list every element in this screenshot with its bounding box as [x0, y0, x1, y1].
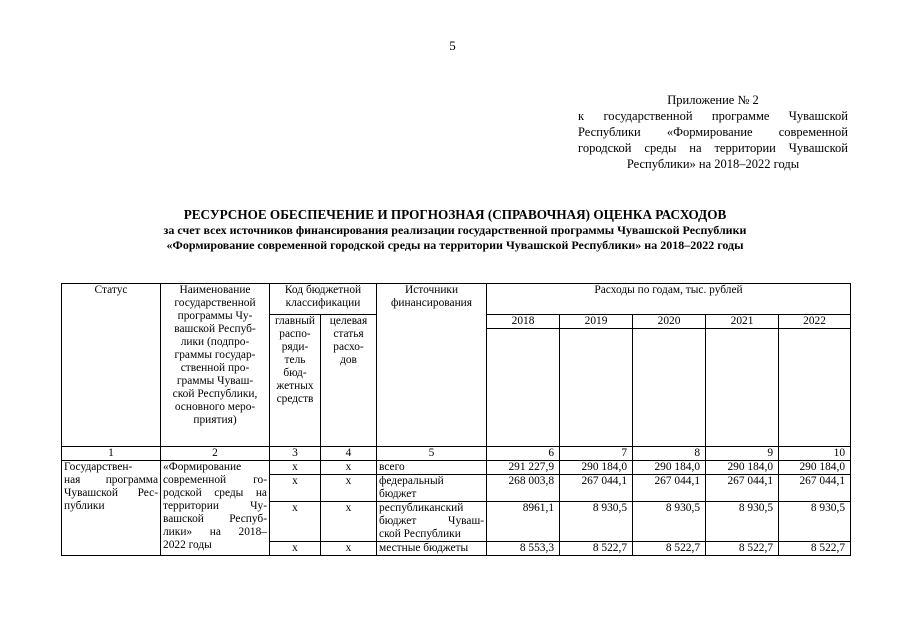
expense-value: 8 522,7 — [560, 542, 633, 556]
expense-value: 8 930,5 — [633, 502, 706, 542]
expense-value: 267 044,1 — [706, 475, 779, 502]
expense-value: 8 930,5 — [560, 502, 633, 542]
column-number: 6 — [487, 447, 560, 461]
program-status: Государствен- ная программа Чувашской Рес- публики — [62, 461, 161, 556]
expense-value: 8 930,5 — [706, 502, 779, 542]
column-number: 10 — [779, 447, 851, 461]
header-year-blank — [779, 329, 851, 447]
page-number: 5 — [449, 38, 456, 53]
appendix-line: к государственной программе Чувашской — [578, 109, 848, 123]
header-year: 2019 — [560, 315, 633, 329]
header-year: 2018 — [487, 315, 560, 329]
column-number: 8 — [633, 447, 706, 461]
expense-value: 267 044,1 — [779, 475, 851, 502]
document-heading — [60, 207, 850, 253]
header-main-manager: главный распо- ряди- тель бюд- жетных средств — [270, 315, 321, 447]
budget-table — [61, 283, 851, 556]
expense-value: 290 184,0 — [560, 461, 633, 475]
appendix-note — [578, 92, 848, 172]
header-year-blank — [487, 329, 560, 447]
expense-value: 8 522,7 — [779, 542, 851, 556]
appendix-line: городской среды на территории Чувашской — [578, 141, 848, 155]
heading-subtitle: «Формирование современной городской среды на территории Чувашской Республики» на 2018–2022 годы — [166, 238, 744, 252]
appendix-line: Республики» на 2018–2022 годы — [626, 157, 800, 171]
main-manager-code: x — [270, 502, 321, 542]
column-number: 5 — [377, 447, 487, 461]
header-year: 2021 — [706, 315, 779, 329]
main-manager-code: x — [270, 461, 321, 475]
expense-value: 8 553,3 — [487, 542, 560, 556]
header-status: Статус — [62, 284, 161, 447]
header-expenses: Расходы по годам, тыс. рублей — [487, 284, 851, 315]
target-article-code: x — [321, 502, 377, 542]
expense-value: 267 044,1 — [633, 475, 706, 502]
header-target-article: целевая статья расхо- дов — [321, 315, 377, 447]
header-year-blank — [633, 329, 706, 447]
header-year-blank — [560, 329, 633, 447]
expense-value: 8 522,7 — [706, 542, 779, 556]
expense-value: 291 227,9 — [487, 461, 560, 475]
expense-value: 8 522,7 — [633, 542, 706, 556]
header-year: 2022 — [779, 315, 851, 329]
expense-value: 8961,1 — [487, 502, 560, 542]
main-manager-code: x — [270, 475, 321, 502]
expense-value: 290 184,0 — [633, 461, 706, 475]
heading-subtitle: за счет всех источников финансирования реализации государственной программы Чувашской Республики — [163, 223, 747, 237]
header-year: 2020 — [633, 315, 706, 329]
column-number: 4 — [321, 447, 377, 461]
appendix-line: Республики «Формирование современной — [578, 125, 848, 139]
funding-source: местные бюджеты — [377, 542, 487, 556]
expense-value: 268 003,8 — [487, 475, 560, 502]
program-name: «Формирование современной го- родской среды на территории Чу- вашской Респуб- лики» на 2018– 2022 годы — [161, 461, 270, 556]
column-number: 9 — [706, 447, 779, 461]
expense-value: 8 930,5 — [779, 502, 851, 542]
funding-source: всего — [377, 461, 487, 475]
column-number: 1 — [62, 447, 161, 461]
funding-source: федеральный бюджет — [377, 475, 487, 502]
header-name: Наименование государственной программы Чу- вашской Респуб- лики (подпро- граммы государ- ственной про- граммы Чуваш- ской Республики, основного меро- приятия) — [161, 284, 270, 447]
column-number: 7 — [560, 447, 633, 461]
target-article-code: x — [321, 542, 377, 556]
funding-source: республиканский бюджет Чуваш- ской Республики — [377, 502, 487, 542]
column-number: 2 — [161, 447, 270, 461]
header-sources: Источники финансирования — [377, 284, 487, 447]
header-budget-code: Код бюджетной классификации — [270, 284, 377, 315]
column-number: 3 — [270, 447, 321, 461]
table-row — [62, 461, 851, 475]
expense-value: 290 184,0 — [706, 461, 779, 475]
appendix-title: Приложение № 2 — [667, 93, 759, 107]
expense-value: 290 184,0 — [779, 461, 851, 475]
main-manager-code: x — [270, 542, 321, 556]
target-article-code: x — [321, 475, 377, 502]
column-number-row — [62, 447, 851, 461]
target-article-code: x — [321, 461, 377, 475]
heading-title: РЕСУРСНОЕ ОБЕСПЕЧЕНИЕ И ПРОГНОЗНАЯ (СПРАВОЧНАЯ) ОЦЕНКА РАСХОДОВ — [183, 207, 727, 222]
expense-value: 267 044,1 — [560, 475, 633, 502]
header-year-blank — [706, 329, 779, 447]
